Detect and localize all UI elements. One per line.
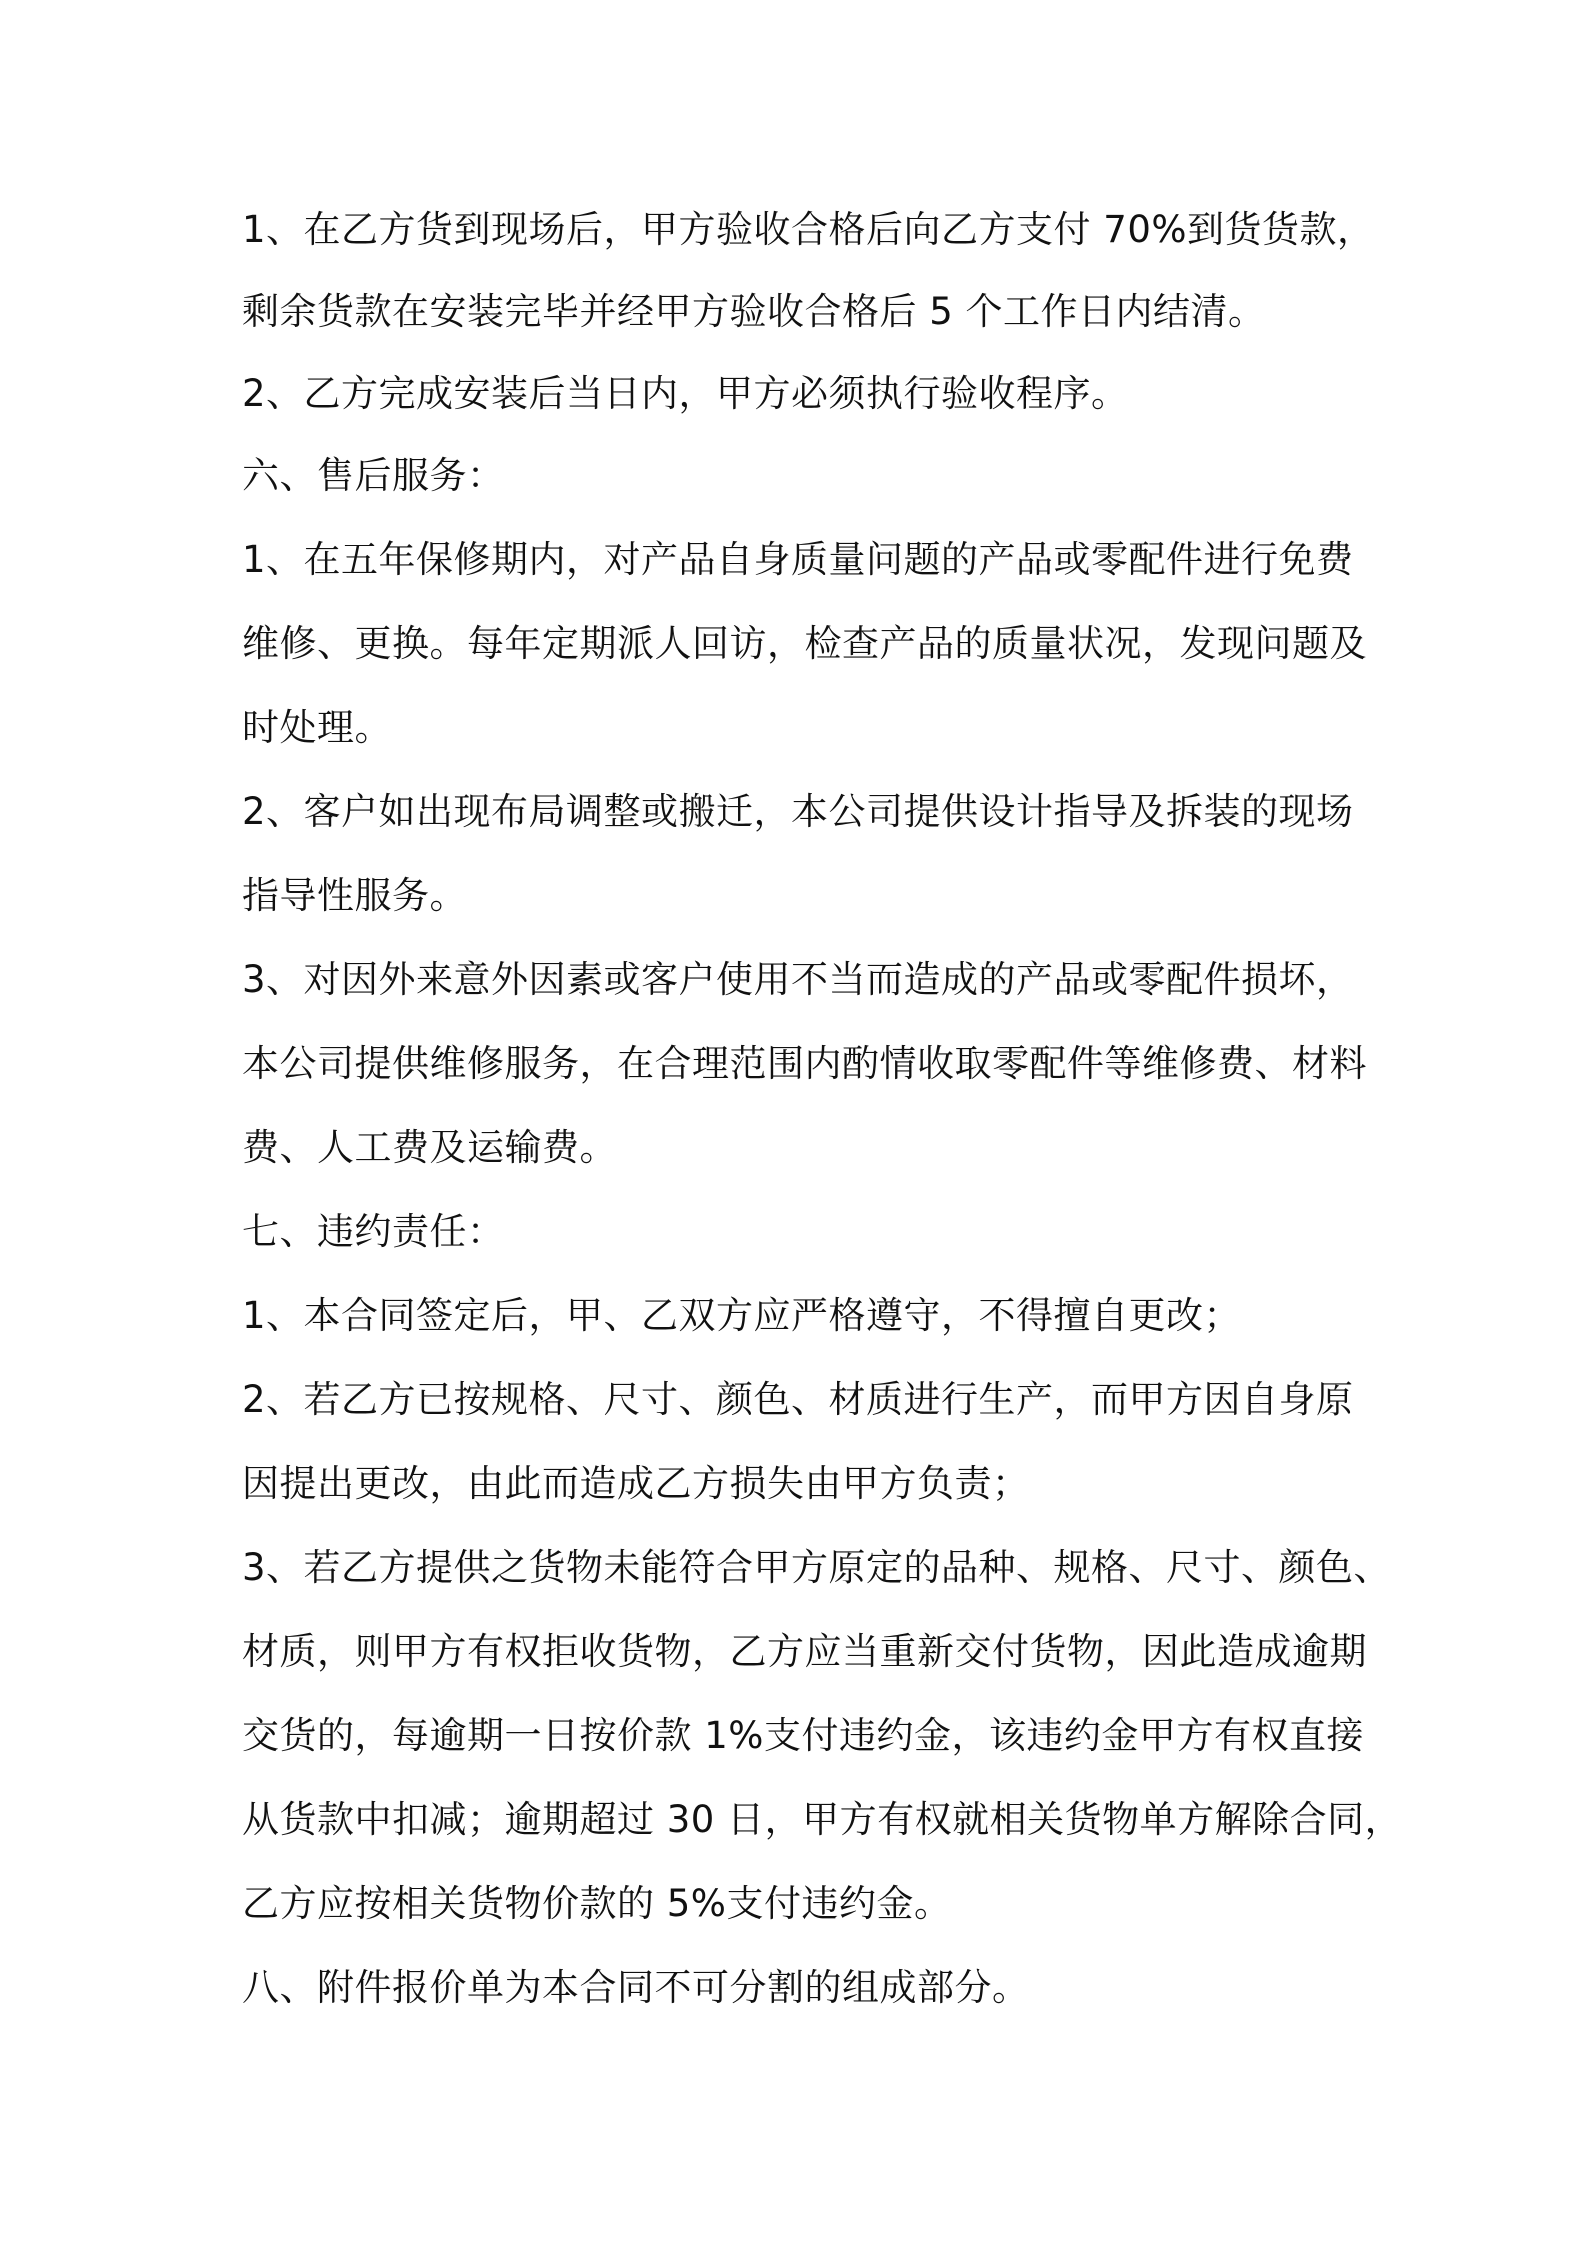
text-line: 指导性服务。	[242, 874, 467, 917]
text-line: 交货的，每逾期一日按价款 1%支付违约金，该违约金甲方有权直接	[242, 1714, 1364, 1757]
text-line: 3、对因外来意外因素或客户使用不当而造成的产品或零配件损坏，	[242, 958, 1354, 1001]
text-line: 因提出更改，由此而造成乙方损失由甲方负责；	[242, 1462, 1030, 1505]
text-line: 1、在乙方货到现场后，甲方验收合格后向乙方支付 70%到货货款，	[242, 208, 1375, 251]
text-line: 乙方应按相关货物价款的 5%支付违约金。	[242, 1882, 952, 1925]
text-line: 1、在五年保修期内，对产品自身质量问题的产品或零配件进行免费	[242, 538, 1354, 581]
text-line: 维修、更换。每年定期派人回访，检查产品的质量状况，发现问题及	[242, 622, 1367, 665]
section-heading-attachment: 八、附件报价单为本合同不可分割的组成部分。	[242, 1966, 1030, 2009]
text-line: 从货款中扣减；逾期超过 30 日，甲方有权就相关货物单方解除合同，	[242, 1798, 1403, 1841]
text-line: 费、人工费及运输费。	[242, 1126, 617, 1169]
text-line: 时处理。	[242, 706, 392, 749]
text-line: 1、本合同签定后，甲、乙双方应严格遵守，不得擅自更改；	[242, 1294, 1242, 1337]
text-line: 材质，则甲方有权拒收货物，乙方应当重新交付货物，因此造成逾期	[242, 1630, 1367, 1673]
text-line: 3、若乙方提供之货物未能符合甲方原定的品种、规格、尺寸、颜色、	[242, 1546, 1392, 1589]
text-line: 本公司提供维修服务，在合理范围内酌情收取零配件等维修费、材料	[242, 1042, 1367, 1085]
section-heading-breach: 七、违约责任：	[242, 1210, 505, 1253]
text-line: 2、客户如出现布局调整或搬迁，本公司提供设计指导及拆装的现场	[242, 790, 1354, 833]
text-line: 2、乙方完成安装后当日内，甲方必须执行验收程序。	[242, 372, 1129, 415]
text-line: 剩余货款在安装完毕并经甲方验收合格后 5 个工作日内结清。	[242, 290, 1266, 333]
text-line: 2、若乙方已按规格、尺寸、颜色、材质进行生产，而甲方因自身原	[242, 1378, 1354, 1421]
section-heading-after-sales: 六、售后服务：	[242, 454, 505, 497]
